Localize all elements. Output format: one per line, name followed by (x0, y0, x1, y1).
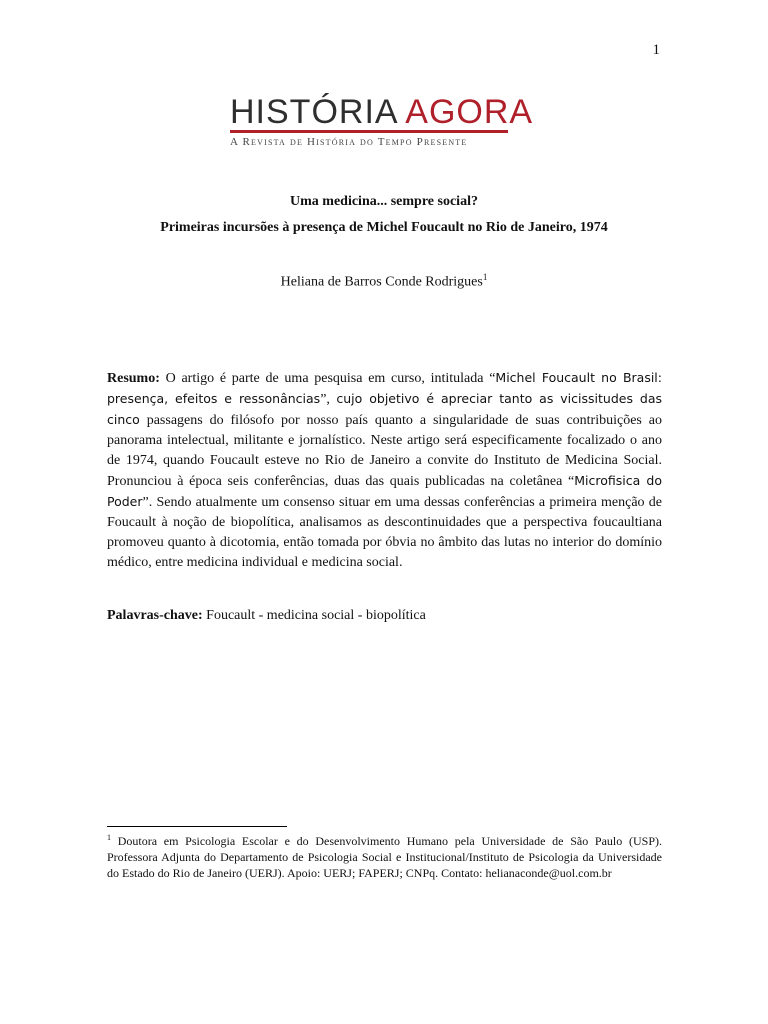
keywords-text: Foucault - medicina social - biopolítica (202, 608, 426, 623)
abstract-sans-text: cujo objetivo é apreciar tanto as vicissitudes das cinco (107, 391, 663, 427)
logo-word-historia: HISTÓRIA (230, 93, 397, 131)
footnote-text: Doutora em Psicologia Escolar e do Desenvolvimento Humano pela Universidade de São Paulo (USP). Professora Adjunta do Departamento de Psicologia Social e Institucional/Instituto de Psicologia da Universidade do Estado do Rio de Janeiro (UERJ). Apoio: UERJ; FAPERJ; CNPq. Contato: helianaconde@uol.com.br (107, 834, 662, 880)
author-line (0, 272, 768, 291)
journal-logo (230, 93, 534, 148)
abstract-book-title: Microfisica do Poder (107, 473, 662, 509)
logo-title (230, 93, 534, 131)
abstract-text-4: ”. Sendo atualmente um consenso situar em uma dessas conferências a primeira menção de Foucault à noção de biopolítica, analisamos as descontinuidades que a perspectiva foucaultiana promoveu quanto à dicotomia, então tomada por óbvia no âmbito das lutas no interior do domínio médico, entre medicina individual e medicina social. (107, 495, 662, 570)
article-title: Uma medicina... sempre social? (290, 194, 478, 209)
keywords-line (107, 608, 426, 624)
abstract-text-2: ”, (320, 392, 337, 407)
logo-subtitle: A Revista de História do Tempo Presente (230, 136, 468, 148)
author-name: Heliana de Barros Conde Rodrigues (280, 274, 483, 290)
keywords-label: Palavras-chave: (107, 608, 203, 623)
abstract-paragraph (107, 368, 662, 573)
footnote-separator (107, 826, 287, 827)
page-number: 1 (652, 42, 660, 58)
abstract-text-3: passagens do filósofo por nosso país quanto a singularidade de suas contribuições ao panorama intelectual, militante e jornalístico. Neste artigo será especificamente focalizado o ano de 1974, quando Foucault esteve no Rio de Janeiro a convite do Instituto de Medicina Social. Pronunciou à época seis conferências, duas das quais publicadas na coletânea “ (107, 413, 662, 489)
abstract-text-1: O artigo é parte de uma pesquisa em curso, intitulada “ (159, 371, 496, 386)
footnote (107, 830, 662, 881)
abstract-label: Resumo: (107, 371, 160, 386)
article-subtitle: Primeiras incursões à presença de Michel Foucault no Rio de Janeiro, 1974 (160, 220, 608, 235)
logo-word-agora: AGORA (405, 93, 534, 131)
footnote-mark: 1 (107, 833, 111, 842)
abstract-project-title: Michel Foucault no Brasil: presença, efeitos e ressonâncias (107, 370, 662, 406)
author-footnote-mark: 1 (482, 272, 488, 282)
